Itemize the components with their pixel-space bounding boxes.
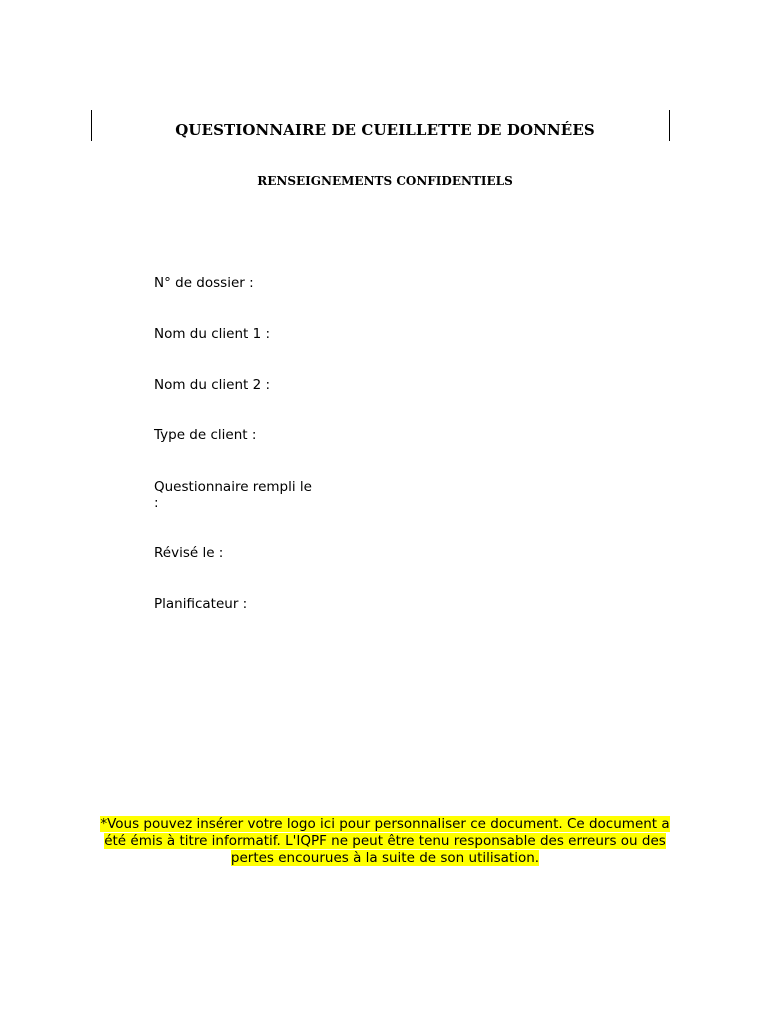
field-label-filled-date: Questionnaire rempli le :: [154, 479, 312, 511]
disclaimer-text: *Vous pouvez insérer votre logo ici pour personnaliser ce document. Ce document a été émis à titre informatif. L'IQPF ne peut être tenu responsable des erreurs ou des pertes encourues à la suite de son utilisation.: [100, 816, 670, 866]
page-title: QUESTIONNAIRE DE CUEILLETTE DE DONNÉES: [175, 121, 595, 139]
field-label-dossier: N° de dossier :: [154, 275, 254, 291]
disclaimer-note: [88, 816, 682, 867]
field-label-client-type: Type de client :: [154, 427, 257, 443]
field-label-planner: Planificateur :: [154, 596, 248, 612]
field-label-revised-date: Révisé le :: [154, 545, 224, 561]
page-subtitle: RENSEIGNEMENTS CONFIDENTIELS: [257, 174, 513, 188]
field-label-client-1: Nom du client 1 :: [154, 326, 271, 342]
field-label-client-2: Nom du client 2 :: [154, 377, 271, 393]
